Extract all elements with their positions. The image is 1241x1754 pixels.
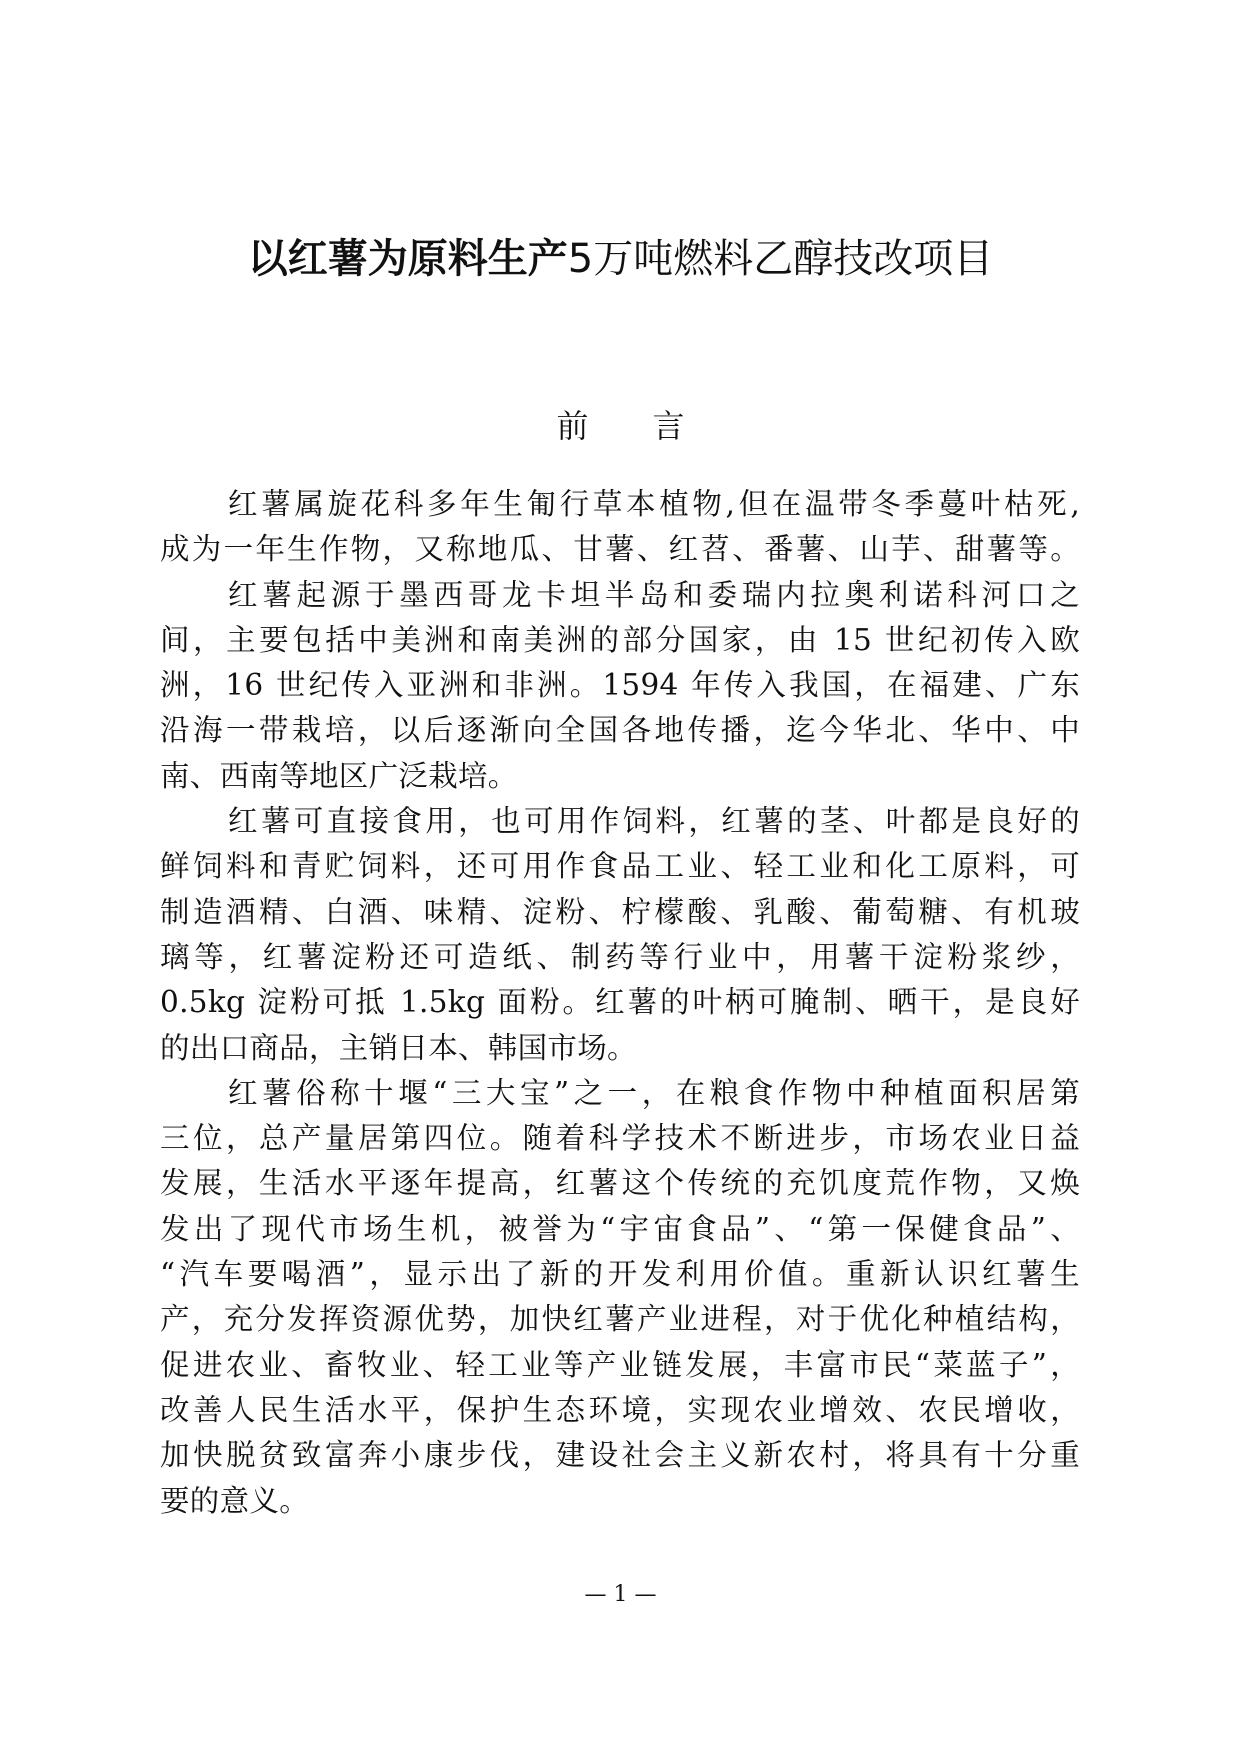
page-number: — 1 —	[584, 1582, 657, 1607]
body-line: 产，充分发挥资源优势，加快红薯产业进程，对于优化种植结构，	[160, 1302, 1080, 1337]
body-line: 发出了现代市场生机，被誉为“宇宙食品”、“第一保健食品”、	[160, 1211, 1080, 1246]
title-bold-part: 以红薯为原料生产	[247, 236, 568, 282]
body-line: 0.5kg 淀粉可抵 1.5kg 面粉。红薯的叶柄可腌制、晒干，是良好	[160, 985, 1080, 1020]
body-line: 三位，总产量居第四位。随着科学技术不断进步，市场农业日益	[160, 1121, 1080, 1156]
preface-char-2: 言	[652, 407, 685, 445]
body-line: 鲜饲料和青贮饲料，还可用作食品工业、轻工业和化工原料，可	[160, 849, 1080, 884]
body-line: 改善人民生活水平，保护生态环境，实现农业增效、农民增收，	[160, 1392, 1080, 1427]
body-line: 的出口商品，主销日本、韩国市场。	[160, 1030, 637, 1065]
body-line: 要的意义。	[160, 1483, 310, 1518]
document-title-line-1	[0, 233, 1241, 285]
body-line: “汽车要喝酒”，显示出了新的开发利用价值。重新认识红薯生	[160, 1257, 1080, 1292]
body-line: 成为一年生作物，又称地瓜、甘薯、红苕、番薯、山芋、甜薯等。	[160, 532, 1080, 567]
body-line: 红薯俗称十堰“三大宝”之一，在粮食作物中种植面积居第	[228, 1075, 1080, 1110]
document-body	[160, 482, 1080, 1524]
preface-heading	[0, 404, 1241, 448]
body-line: 南、西南等地区广泛栽培。	[160, 758, 518, 793]
body-line: 红薯属旋花科多年生匍行草本植物,但在温带冬季蔓叶枯死,	[228, 487, 1080, 521]
body-line: 发展，生活水平逐年提高，红薯这个传统的充饥度荒作物，又焕	[160, 1166, 1080, 1201]
body-line: 红薯可直接食用，也可用作饲料，红薯的茎、叶都是良好的	[228, 804, 1080, 839]
body-line: 璃等，红薯淀粉还可造纸、制药等行业中，用薯干淀粉浆纱，	[160, 939, 1080, 974]
title-number: 5	[567, 236, 594, 282]
body-line: 制造酒精、白酒、味精、淀粉、柠檬酸、乳酸、葡萄糖、有机玻	[160, 894, 1080, 929]
body-line: 红薯起源于墨西哥龙卡坦半岛和委瑞内拉奥利诺科河口之	[228, 577, 1080, 612]
body-line: 沿海一带栽培，以后逐渐向全国各地传播，迄今华北、华中、中	[160, 713, 1080, 748]
body-line: 加快脱贫致富奔小康步伐，建设社会主义新农村，将具有十分重	[160, 1438, 1080, 1473]
title-rest: 万吨燃料乙醇技改项目	[593, 236, 994, 282]
body-line: 间，主要包括中美洲和南美洲的部分国家，由 15 世纪初传入欧	[160, 622, 1080, 657]
body-line: 促进农业、畜牧业、轻工业等产业链发展，丰富市民“菜蓝子”，	[160, 1347, 1080, 1382]
preface-char-1: 前	[556, 407, 589, 445]
body-line: 洲，16 世纪传入亚洲和非洲。1594 年传入我国，在福建、广东	[160, 668, 1080, 703]
